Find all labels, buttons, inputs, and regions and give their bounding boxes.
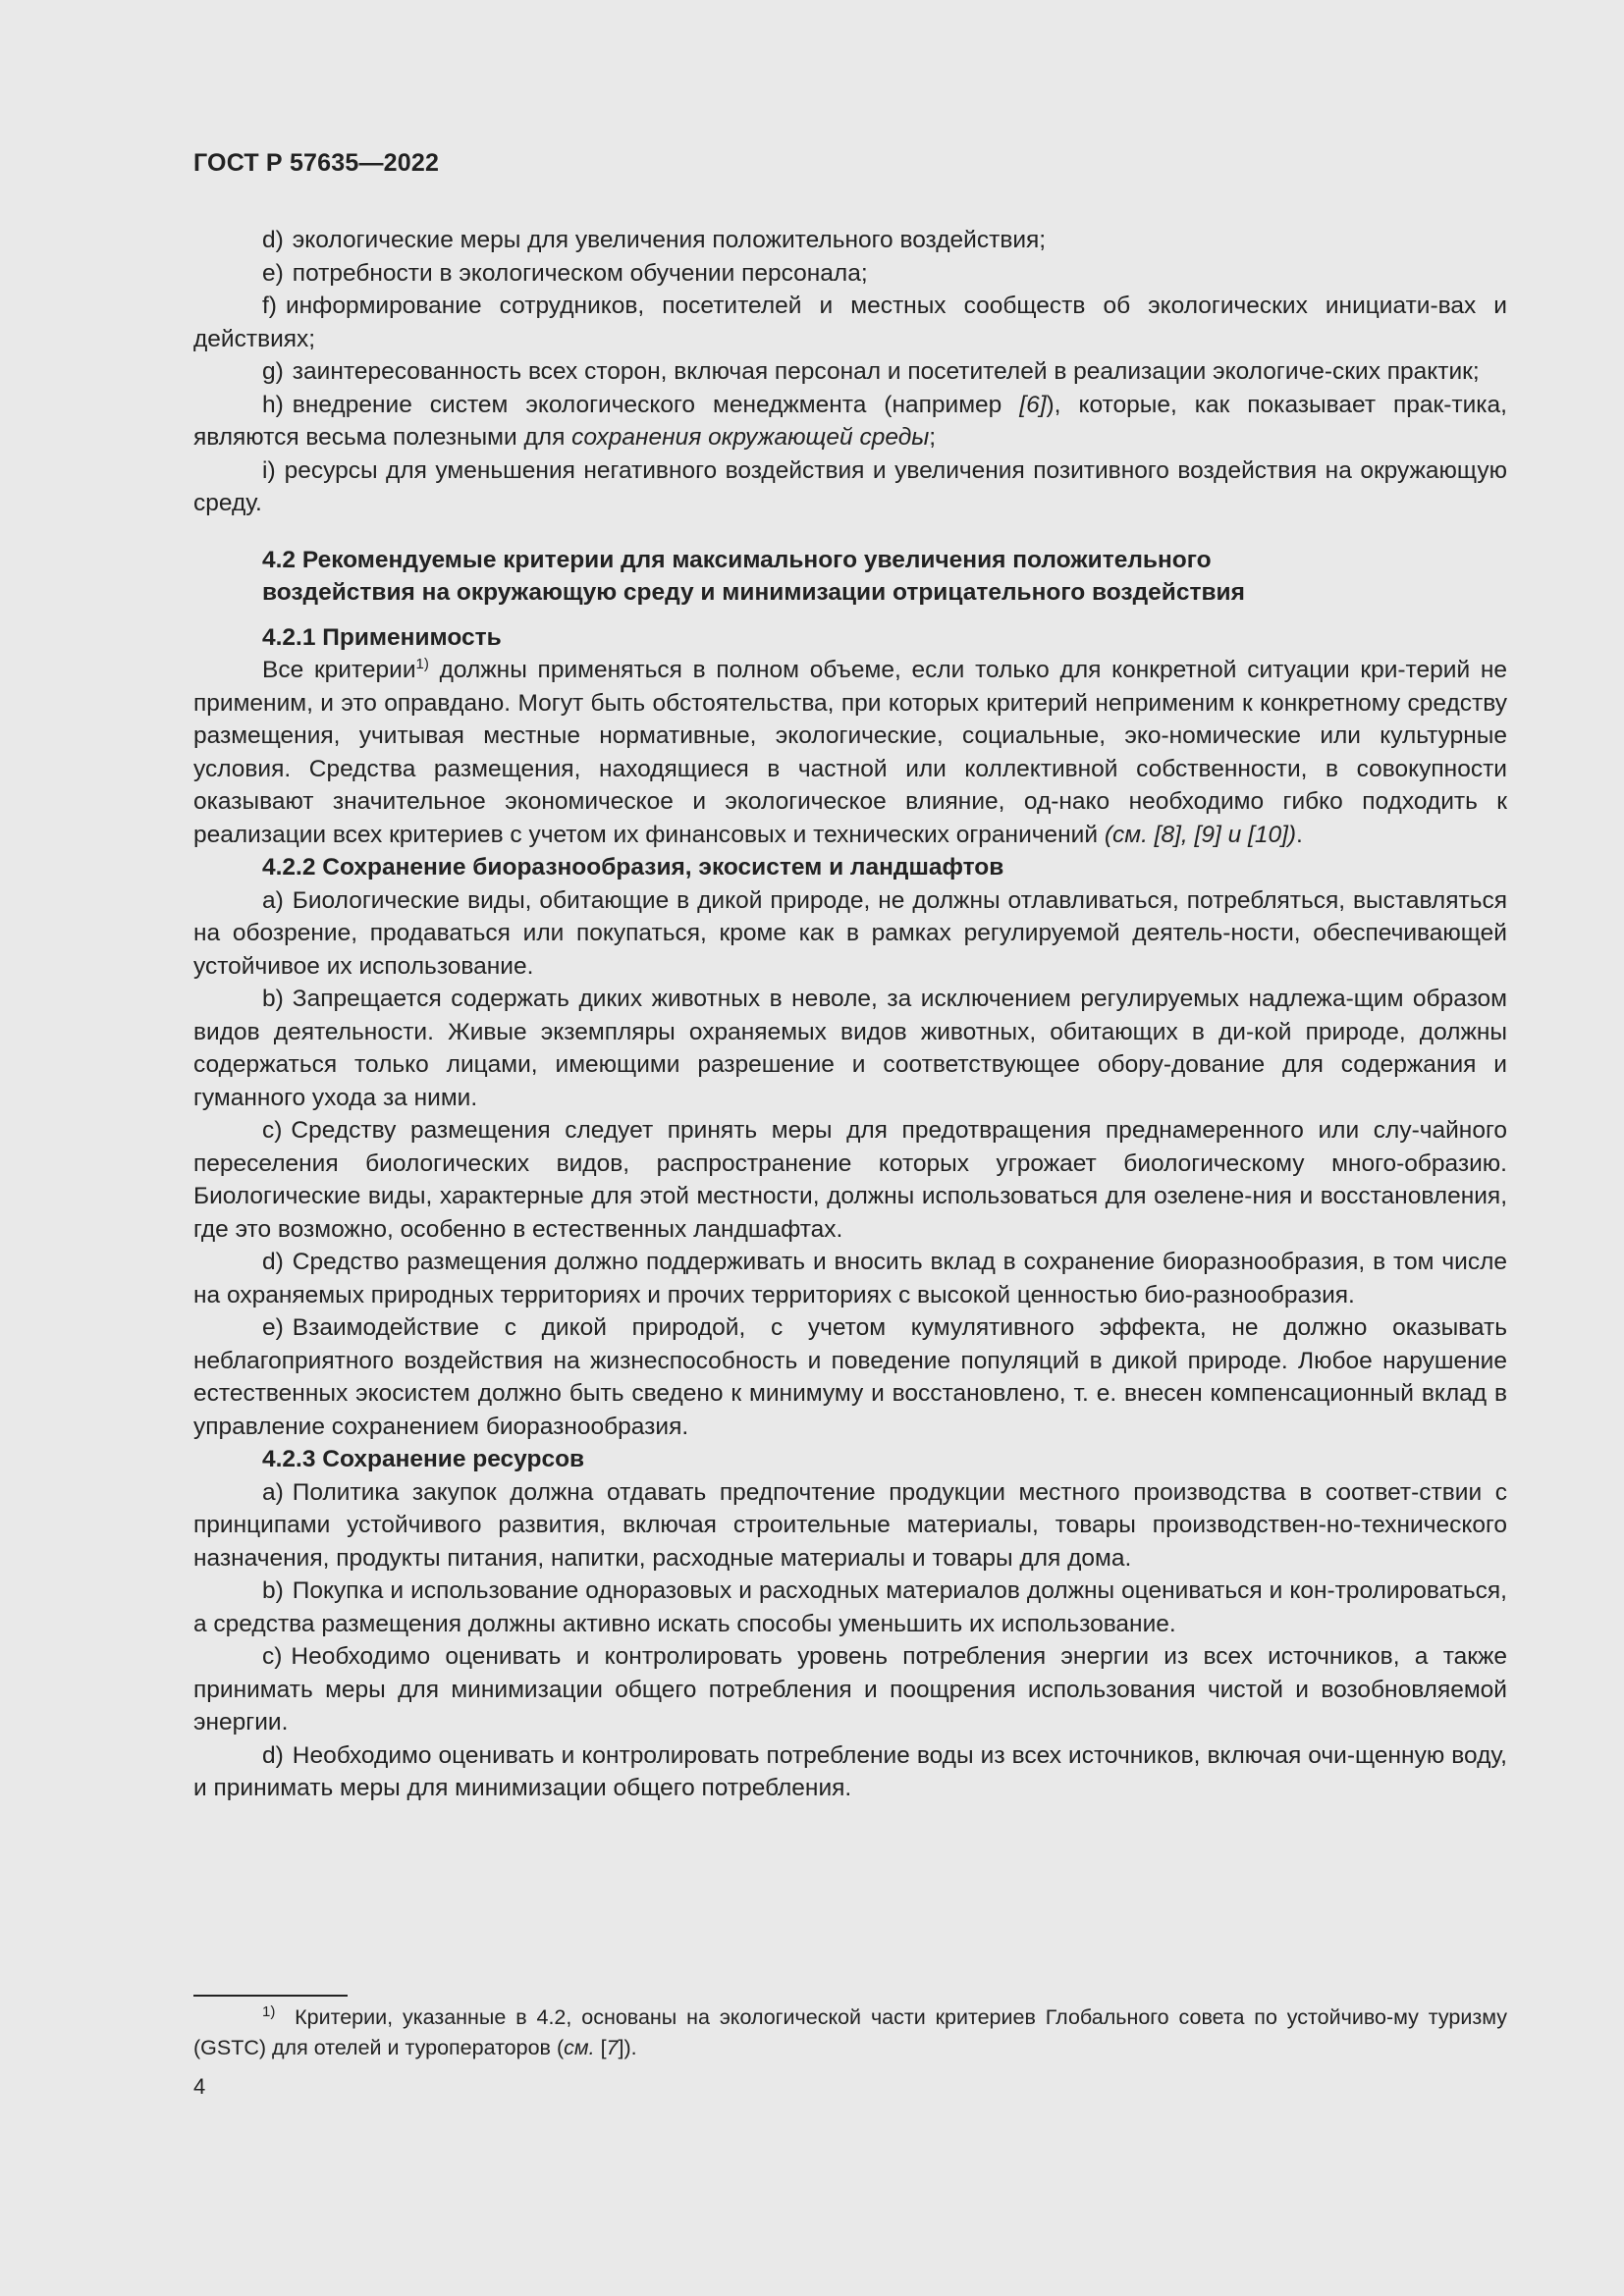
item-text: ресурсы для уменьшения негативного воздействия и увеличения позитивного воздействия на окружающую среду.	[193, 456, 1507, 516]
document-body	[193, 224, 1507, 1805]
list-item	[193, 1246, 1507, 1311]
item-text: экологические меры для увеличения положительного воздействия;	[292, 227, 1047, 253]
footnote-divider	[193, 1995, 348, 1997]
item-text: Политика закупок должна отдавать предпочтение продукции местного производства в соответ-ствии с принципами устойчивого развития, включая строительные материалы, товары производствен-но-технического назначения, продукты питания, напитки, расходные материалы и товары для дома.	[193, 1478, 1507, 1572]
item-text: Необходимо оценивать и контролировать потребление воды из всех источников, включая очи-щенную воду, и принимать меры для минимизации общего потребления.	[193, 1741, 1507, 1801]
item-label: d)	[262, 1741, 284, 1769]
paragraph-text: Все критерии	[262, 657, 416, 683]
list-item	[193, 983, 1507, 1114]
section-title-line: 4.2 Рекомендуемые критерии для максимального увеличения положительного	[262, 546, 1212, 573]
item-text: ;	[929, 424, 937, 451]
list-item	[193, 257, 1507, 291]
item-label: f)	[262, 293, 277, 319]
item-label: i)	[262, 456, 276, 484]
item-label: b)	[262, 1577, 284, 1604]
paragraph	[193, 654, 1507, 851]
list-item	[193, 1114, 1507, 1246]
item-label: h)	[262, 391, 284, 418]
list-item	[193, 884, 1507, 984]
item-text: Покупка и использование одноразовых и расходных материалов должны оцениваться и кон-тролироваться, а средства размещения должны активно искать способы уменьшить их использование.	[193, 1577, 1507, 1637]
list-item	[193, 290, 1507, 355]
reference: (см. [8], [9] и [10])	[1104, 821, 1297, 848]
emphasis: см.	[564, 2036, 595, 2059]
item-text: информирование сотрудников, посетителей и местных сообществ об экологических инициати-вах и действиях;	[193, 293, 1507, 352]
section-title-4-2-2: 4.2.2 Сохранение биоразнообразия, экосистем и ландшафтов	[262, 854, 1004, 881]
section-title-4-2	[262, 544, 1507, 610]
section-title-line: воздействия на окружающую среду и минимизации отрицательного воздействия	[262, 579, 1245, 606]
item-text: Необходимо оценивать и контролировать уровень потребления энергии из всех источников, а также принимать меры для минимизации общего потребления и поощрения использования чистой и возобновляемой энергии.	[193, 1643, 1507, 1735]
footnote-text-part: Критерии, указанные в 4.2, основаны на экологической части критериев Глобального совета по устойчиво-му туризму (GSTC) для отелей и туроператоров (	[193, 2005, 1507, 2059]
list-item	[193, 389, 1507, 454]
list-item	[193, 224, 1507, 257]
item-text: Запрещается содержать диких животных в неволе, за исключением регулируемых надлежа-щим образом видов деятельности. Живые экземпляры охраняемых видов животных, обитающих в ди-кой природе, должны содержаться только лицами, имеющими разрешение и соответствующее обору-дование для содержания и гуманного ухода за ними.	[193, 986, 1507, 1111]
emphasis: сохранения окружающей среды	[571, 424, 930, 451]
section-title-4-2-1: 4.2.1 Применимость	[262, 623, 502, 651]
item-label: c)	[262, 1643, 283, 1670]
item-text: Взаимодействие с дикой природой, с учетом кумулятивного эффекта, не должно оказывать неблагоприятного воздействия на жизнеспособность и поведение популяций в дикой природе. Любое нарушение естественных экосистем должно быть сведено к минимуму и восстановлено, т. е. внесен компенсационный вклад в управление сохранением биоразнообразия.	[193, 1314, 1507, 1440]
reference: 7	[606, 2036, 619, 2059]
footnote-text-part: [	[594, 2036, 607, 2059]
item-text: заинтересованность всех сторон, включая персонал и посетителей в реализации экологиче-ских практик;	[292, 358, 1480, 385]
item-label: d)	[262, 227, 284, 253]
item-label: b)	[262, 986, 284, 1012]
item-text: потребности в экологическом обучении персонала;	[292, 259, 868, 287]
paragraph-text: должны применяться в полном объеме, если только для конкретной ситуации кри-терий не применим, и это оправдано. Могут быть обстоятельства, при которых критерий неприменим к конкретному средству размещения, учитывая местные нормативные, экологические, социальные, эко-номические или культурные условия. Средства размещения, находящиеся в частной или коллективной собственности, в совокупности оказывают значительное экономическое и экологическое влияние, од-нако необходимо гибко подходить к реализации всех критериев с учетом их финансовых и технических ограничений	[193, 657, 1508, 848]
footnote-text	[193, 2002, 1507, 2063]
footnote-marker: 1)	[262, 2002, 276, 2020]
item-label: d)	[262, 1249, 284, 1275]
item-label: c)	[262, 1117, 283, 1144]
item-text: внедрение систем экологического менеджмента (например	[292, 391, 1020, 418]
list-item	[193, 1739, 1507, 1805]
footnote	[193, 2002, 1507, 2063]
list-item	[193, 1311, 1507, 1443]
footnote-marker: 1)	[415, 655, 429, 672]
item-text: Биологические виды, обитающие в дикой природе, не должны отлавливаться, потребляться, выставляться на обозрение, продаваться или покупаться, кроме как в рамках регулируемой деятель-ности, обеспечивающей устойчивое их использование.	[193, 886, 1507, 980]
document-header: ГОСТ Р 57635—2022	[193, 149, 440, 177]
item-text: Средству размещения следует принять меры для предотвращения преднамеренного или слу-чайного переселения биологических видов, распространение которых угрожает биологическому много-образию. Биологические виды, характерные для этой местности, должны использоваться для озелене-ния и восстановления, где это возможно, особенно в естественных ландшафтах.	[193, 1117, 1507, 1243]
footnote-text-part: ]).	[618, 2036, 637, 2059]
list-item	[193, 1640, 1507, 1739]
reference: [6]	[1019, 391, 1047, 418]
item-label: e)	[262, 1314, 284, 1341]
list-item	[193, 1575, 1507, 1640]
paragraph-text: .	[1296, 821, 1303, 848]
item-label: a)	[262, 886, 284, 914]
list-item	[193, 355, 1507, 389]
item-label: g)	[262, 358, 284, 385]
section-title-4-2-3: 4.2.3 Сохранение ресурсов	[262, 1446, 585, 1472]
page-number: 4	[193, 2074, 206, 2099]
list-item	[193, 1476, 1507, 1575]
list-item	[193, 454, 1507, 520]
item-text: Средство размещения должно поддерживать и вносить вклад в сохранение биоразнообразия, в том числе на охраняемых природных территориях и прочих территориях с высокой ценностью био-разнообразия.	[193, 1249, 1507, 1308]
item-label: e)	[262, 259, 284, 287]
item-label: a)	[262, 1478, 284, 1506]
item-text: ), которые, как показывает прак-тика, являются весьма полезными для	[193, 391, 1507, 451]
